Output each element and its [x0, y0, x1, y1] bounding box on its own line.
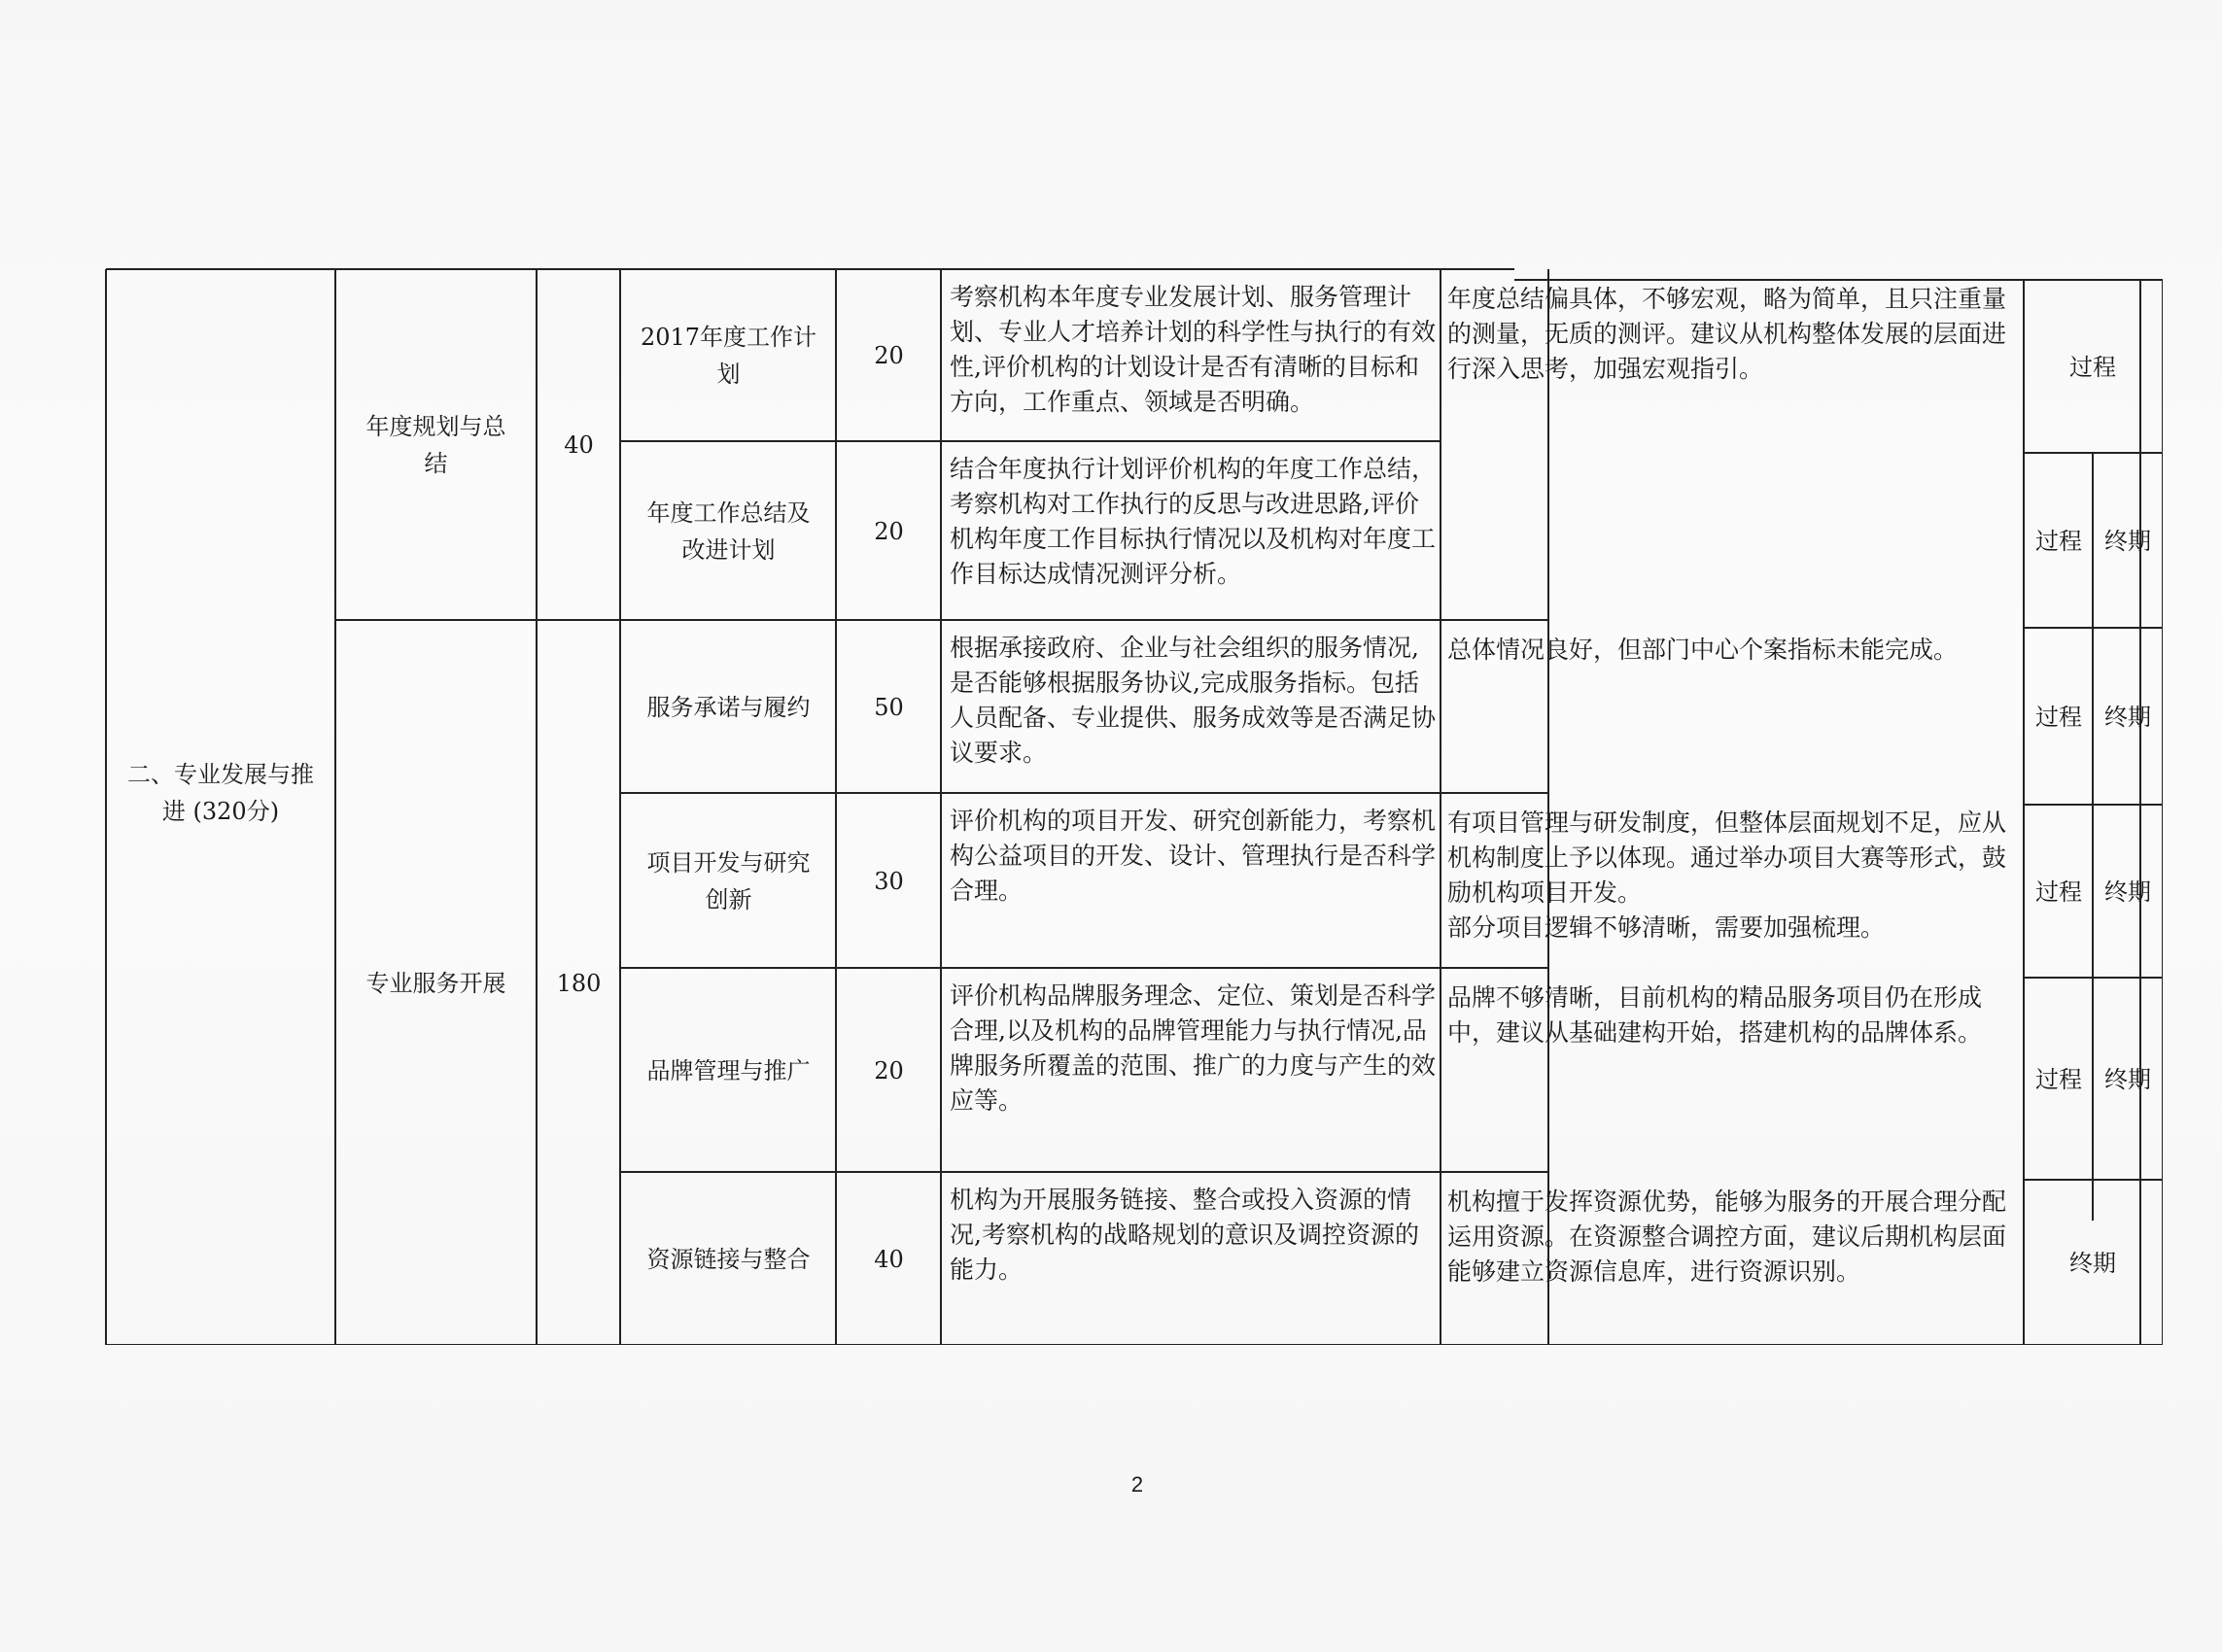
phase-label: 终期: [2104, 703, 2151, 731]
table-row-description: 机构为开展服务链接、整合或投入资源的情况,考察机构的战略规划的意识及调控资源的能力。: [950, 1186, 1419, 1284]
phase-label: 终期: [2069, 1249, 2116, 1277]
table-row-description: 考察机构本年度专业发展计划、服务管理计划、专业人才培养计划的科学性与执行的有效性,评价机构的计划设计是否有清晰的目标和方向，工作重点、领域是否明确。: [950, 283, 1437, 416]
phase-label: 过程: [2035, 1065, 2082, 1093]
phase-label: 终期: [2104, 1065, 2151, 1093]
table-row-description: 根据承接政府、企业与社会组织的服务情况,是否能够根据服务协议,完成服务指标。包括人员配备、专业提供、服务成效等是否满足协议要求。: [950, 634, 1437, 767]
phase-label: 过程: [2035, 878, 2082, 906]
comment-project-development: 有项目管理与研发制度，但整体层面规划不足，应从机构制度上予以体现。通过举办项目大赛等形式，鼓励机构项目开发。 部分项目逻辑不够清晰，需要加强梳理。: [1447, 809, 2007, 942]
phase-label: 过程: [2035, 703, 2082, 731]
table-row-description: 评价机构的项目开发、研究创新能力，考察机构公益项目的开发、设计、管理执行是否科学合理。: [950, 807, 1437, 905]
page-number: 2: [1130, 1472, 1144, 1497]
table-row-item: 服务承诺与履约: [646, 693, 811, 721]
comment-service-commitment: 总体情况良好，但部门中心个案指标未能完成。: [1447, 636, 1959, 664]
table-row-score: 20: [874, 517, 904, 545]
table-row-item: 项目开发与研究创新: [646, 848, 811, 913]
table-row-item: 2017年度工作计划: [640, 324, 817, 388]
comment-brand: 品牌不够清晰，目前机构的精品服务项目仍在形成中，建议从基础建构开始，搭建机构的品牌体系。: [1447, 983, 1983, 1047]
table-row-score: 20: [874, 342, 904, 369]
phase-label: 过程: [2035, 527, 2082, 555]
comment-planning: 年度总结偏具体，不够宏观，略为简单，且只注重量的测量，无质的测评。建议从机构整体发展的层面进行深入思考，加强宏观指引。: [1447, 285, 2007, 383]
table-row-score: 30: [874, 867, 904, 895]
phase-label: 终期: [2104, 527, 2151, 555]
table-row-description: 结合年度执行计划评价机构的年度工作总结，考察机构对工作执行的反思与改进思路,评价机构年度工作目标执行情况以及机构对年度工作目标达成情况测评分析。: [950, 455, 1437, 588]
table-row-item: 资源链接与整合: [646, 1245, 811, 1273]
category-label: 二、专业发展与推进 (320分): [127, 761, 314, 825]
group-score-service: 180: [556, 969, 602, 997]
table-row-score: 40: [874, 1245, 904, 1273]
table-row-item: 年度工作总结及改进计划: [646, 499, 811, 564]
group-name-service: 专业服务开展: [365, 969, 506, 997]
table-row-description: 评价机构品牌服务理念、定位、策划是否科学合理,以及机构的品牌管理能力与执行情况,品牌服务所覆盖的范围、推广的力度与产生的效应等。: [950, 981, 1437, 1115]
group-score-planning: 40: [564, 431, 594, 459]
table-row-item: 品牌管理与推广: [646, 1056, 811, 1084]
comment-resources: 机构擅于发挥资源优势，能够为服务的开展合理分配运用资源。在资源整合调控方面，建议后期机构层面能够建立资源信息库，进行资源识别。: [1447, 1187, 2007, 1286]
phase-label: 终期: [2104, 878, 2151, 906]
phase-label: 过程: [2069, 353, 2116, 381]
table-row-score: 50: [874, 693, 904, 721]
table-row-score: 20: [874, 1056, 904, 1084]
group-name-planning: 年度规划与总结: [365, 413, 506, 477]
evaluation-table: [105, 268, 2163, 1345]
